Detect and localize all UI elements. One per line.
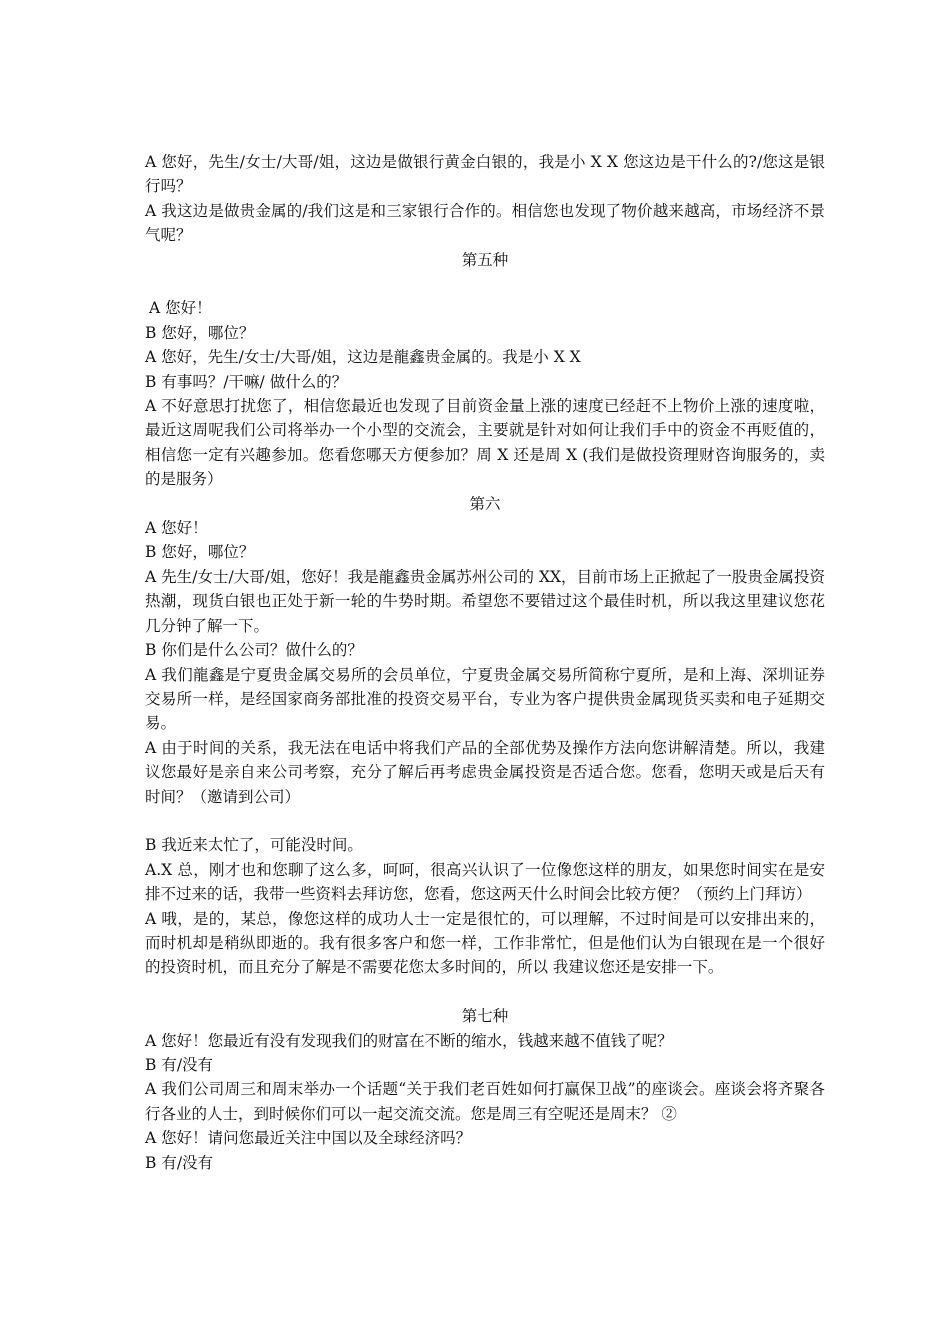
section-6-heading: 第六 (469, 494, 501, 513)
section-6-line: B 我近来太忙了，可能没时间。 (145, 836, 363, 855)
blank-line (145, 809, 825, 833)
section-7-line: B 有/没有 (145, 1153, 214, 1172)
section-5-line: A 您好，先生/女士/大哥/姐，这边是龍鑫贵金属的。我是小 X X (145, 348, 581, 367)
document-page (145, 150, 825, 1175)
section-7-line: B 有/没有 (145, 1055, 214, 1074)
section-6-line: A 您好！ (145, 519, 208, 538)
blank-line (145, 980, 825, 1004)
section-5-line: A 不好意思打扰您了，相信您最近也发现了目前资金量上涨的速度已经赶不上物价上涨的速度啦，最近这周呢我们公司将举办一个小型的交流会，主要就是针对如何让我们手中的资金不再贬值的，相信您一定有兴趣参加。您看您哪天方便参加？周 X 还是周 X (我们是做投资理财咨询服务的，卖的是服务） (145, 397, 825, 489)
section-7-heading: 第七种 (461, 1007, 509, 1026)
section-5-heading: 第五种 (461, 250, 509, 269)
section-7-line: A 您好！请问您最近关注中国以及全球经济吗？ (145, 1129, 472, 1148)
section-6-line: A.X 总，刚才也和您聊了这么多，呵呵，很高兴认识了一位像您这样的朋友，如果您时间实在是安排不过来的话，我带一些资料去拜访您，您看，您这两天什么时间会比较方便？（预约上门拜访） (145, 860, 825, 904)
section-6-line: A 哦，是的，某总，像您这样的成功人士一定是很忙的，可以理解，不过时间是可以安排出来的，而时机却是稍纵即逝的。我有很多客户和您一样，工作非常忙，但是他们认为白银现在是一个很好的投资时机，而且充分了解是不需要花您太多时间的，所以 我建议您还是安排一下。 (145, 909, 825, 977)
intro-paragraph-1: A 您好，先生/女士/大哥/姐，这边是做银行黄金白银的，我是小 X X 您这边是干什么的?/您这是银行吗？ (145, 153, 825, 196)
blank-line (145, 272, 825, 296)
section-7-line: A 您好！您最近有没有发现我们的财富在不断的缩水，钱越来越不值钱了呢？ (145, 1031, 673, 1050)
section-5-line: B 您好，哪位？ (145, 323, 255, 342)
section-6-line: B 您好，哪位？ (145, 543, 255, 562)
section-6-line: A 由于时间的关系，我无法在电话中将我们产品的全部优势及操作方法向您讲解清楚。所以，我建议您最好是亲自来公司考察，充分了解后再考虑贵金属投资是否适合您。您看，您明天或是后天有时间？（邀请到公司） (145, 738, 825, 806)
section-6-line: B 你们是什么公司？做什么的？ (145, 641, 363, 660)
section-5-line: A 您好！ (149, 299, 212, 318)
section-6-line: A 先生/女士/大哥/姐，您好！我是龍鑫贵金属苏州公司的 XX，目前市场上正掀起了一股贵金属投资热潮，现货白银也正处于新一轮的牛势时期。希望您不要错过这个最佳时机，所以我这里建议您花几分钟了解一下。 (145, 567, 825, 635)
section-5-line: B 有事吗？/干嘛/ 做什么的？ (145, 372, 348, 391)
section-6-line: A 我们龍鑫是宁夏贵金属交易所的会员单位，宁夏贵金属交易所简称宁夏所，是和上海、深圳证券交易所一样，是经国家商务部批准的投资交易平台，专业为客户提供贵金属现货买卖和电子延期交易。 (145, 665, 825, 733)
intro-paragraph-2: A 我这边是做贵金属的/我们这是和三家银行合作的。相信您也发现了物价越来越高，市场经济不景气呢？ (145, 201, 825, 245)
section-7-line: A 我们公司周三和周末举办一个话题“关于我们老百姓如何打赢保卫战”的座谈会。座谈会将齐聚各行各业的人士，到时候你们可以一起交流交流。您是周三有空呢还是周末？ ② (145, 1080, 825, 1123)
